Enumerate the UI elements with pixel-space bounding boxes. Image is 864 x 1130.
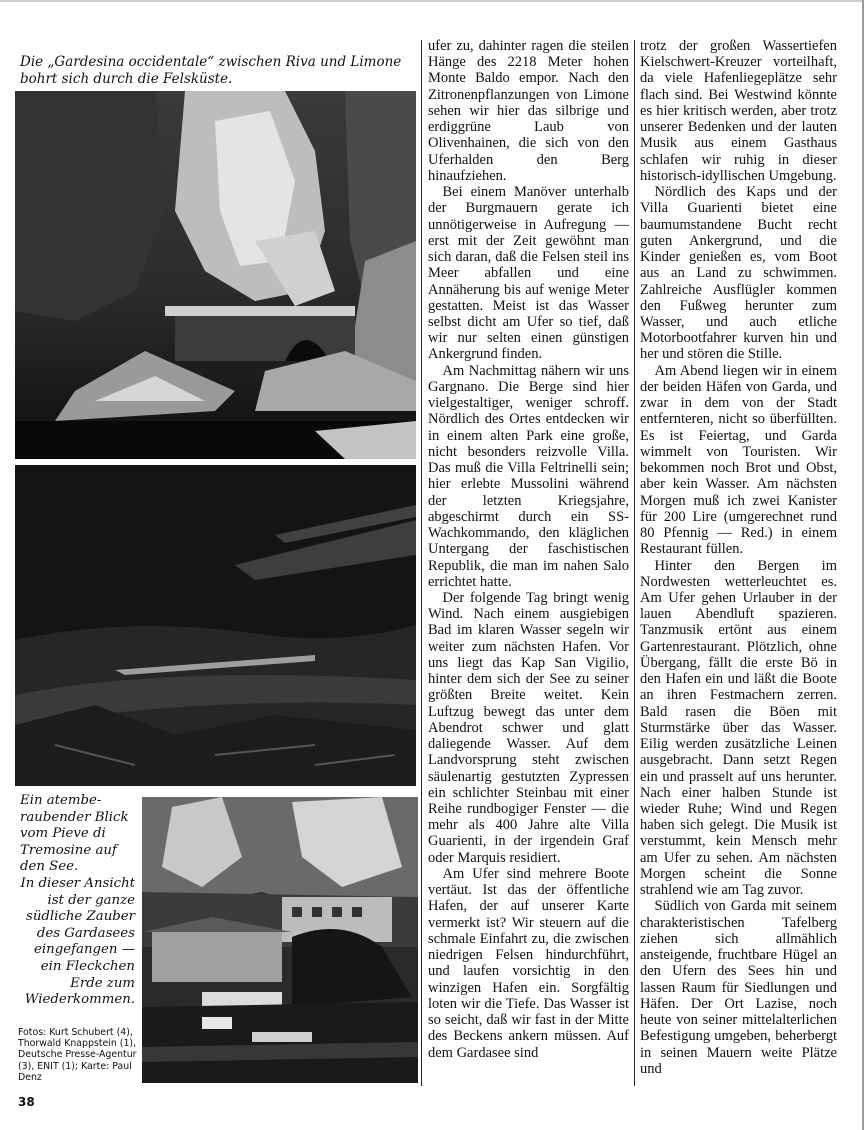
paragraph: Südlich von Garda mit seinem charakteristischen Tafelberg ziehen sich allmählich ansteigende, fruchtbare Hügel an den Ufern des Sees hin und lassen Raum für Siedlungen und Häfen. Der Ort Lazise, noch heute von seiner mittelalterlichen Befestigung umgeben, beherbergt in seinen Mauern weite Plätze und bbox=[640, 898, 837, 1077]
column-divider-1 bbox=[421, 40, 422, 1086]
article-column-2 bbox=[428, 38, 629, 1061]
photo-tremosine-view bbox=[15, 465, 416, 786]
column-divider-2 bbox=[634, 40, 635, 1086]
paragraph: Nördlich des Kaps und der Villa Guarienti bietet eine baumumstandene Bucht recht guten Ankergrund, und die Kinder genießen es, vom Boot aus an Land zu schwimmen. Zahlreiche Ausflügler kommen den Fußweg herunter zum Wasser, und auch etliche Motorbootfahrer kurven hin und her und stören die Stille. bbox=[640, 184, 837, 363]
paragraph: Am Ufer sind mehrere Boote vertäut. Ist das der öffentliche Hafen, der auf unserer Karte vermerkt ist? Wir steuern auf die schmale Einfahrt zu, die zwischen niedrigen Felsen hindurchführt, und laufen vorsichtig in den winzigen Hafen ein. Sorgfältig loten wir die Tiefe. Das Wasser ist so seicht, daß wir fast in der Mitte des Beckens ankern müssen. Auf dem Gardasee sind bbox=[428, 865, 629, 1061]
paragraph: trotz der großen Wassertiefen Kielschwert-Kreuzer vorteilhaft, da viele Hafenliegeplätze sehr flach sind. Bei Westwind könnte es hier kritisch werden, aber trotz unserer Bedenken und der lauten Musik aus einem Gasthaus schlafen wir ruhig in dieser historisch-idyllischen Umgebung. bbox=[640, 38, 837, 184]
paragraph: Am Abend liegen wir in einem der beiden Häfen von Garda, und zwar in dem von der Stadt entfernteren, nicht so überfüllten. Es ist Feiertag, und Garda wimmelt von Touristen. Wir bekommen noch Brot und Obst, aber kein Wasser. Am nächsten Morgen muß ich zwei Kanister für 200 Lire (umgerechnet rund 80 Pfennig — Red.) in einem Restaurant füllen. bbox=[640, 362, 837, 558]
photo-lakeside-town bbox=[142, 797, 418, 1083]
page-number: 38 bbox=[18, 1095, 35, 1109]
paragraph: Bei einem Manöver unterhalb der Burgmauern gerate ich unnötigerweise in Aufregung — erst mit der Zeit gewöhnt man sich daran, daß die Felsen steil ins Meer abfallen und eine Annäherung bis auf wenige Meter gestatten. Meist ist das Wasser selbst dicht am Ufer so tief, daß wir nur selten einen günstigen Ankergrund finden. bbox=[428, 184, 629, 363]
paragraph: Am Nachmittag nähern wir uns Gargnano. Die Berge sind hier vielgestaltiger, weniger schroff. Nördlich des Ortes entdecken wir in einem alten Park eine große, nicht besonders reizvolle Villa. Das muß die Villa Feltrinelli sein; hier erlebte Mussolini während der letzten Kriegsjahre, abgeschirmt durch ein SS-Wachkommando, den kläglichen Untergang der faschistischen Republik, die man im nahen Salo errichtet hatte. bbox=[428, 362, 629, 590]
paragraph: Hinter den Bergen im Nordwesten wetterleuchtet es. Am Ufer gehen Urlauber in der lauen Abendluft spazieren. Tanzmusik ertönt aus einem Gartenrestaurant. Plötzlich, ohne Übergang, fällt die erste Bö in den Hafen ein und läßt die Boote an ihren Festmachern zerren. Bald rasen die Böen mit Sturmstärke über das Wasser. Eilig werden zusätzliche Leinen ausgebracht. Dann setzt Regen ein und prasselt auf uns herunter. Nach einer halben Stunde ist wieder Ruhe; Wind und Regen haben sich gelegt. Die Musik ist verstummt, kein Mensch mehr am Ufer zu sehen. Am nächsten Morgen scheint die Sonne strahlend wie am Tag zuvor. bbox=[640, 557, 837, 899]
paragraph: Der folgende Tag bringt wenig Wind. Nach einem ausgiebigen Bad im klaren Wasser segeln wir weiter zum nächsten Hafen. Vor uns liegt das Kap San Vigilio, hinter dem sich der See zu seiner größten Breite weitet. Kein Luftzug bewegt das unter dem Abendrot schwer und glatt daliegende Wasser. Auf dem Landvorsprung steht zwischen säulenartig gestutzten Zypressen ein schlichter Steinbau mit einer Reihe rundbogiger Fenster — die mehr als 400 Jahre alte Villa Guarienti, in der irgendein Graf oder Marquis residiert. bbox=[428, 589, 629, 866]
photo-credits: Fotos: Kurt Schubert (4), Thorwald Knappstein (1), Deutsche Presse-Agentur (3), ENIT (1); Karte: Paul Denz bbox=[18, 1027, 137, 1083]
photo-gardesina-road bbox=[15, 91, 416, 459]
page-top-edge bbox=[0, 0, 864, 2]
side-caption-tremosine: Ein atemberaubender Blick vom Pieve di Tremosine auf den See. bbox=[20, 793, 129, 875]
photo-caption-top: Die „Gardesina occidentale“ zwischen Riva und Limone bohrt sich durch die Felsküste. bbox=[20, 54, 402, 87]
paragraph: ufer zu, dahinter ragen die steilen Hänge des 2218 Meter hohen Monte Baldo empor. Nach den Zitronenpflanzungen von Limone sehen wir hier das silbrige und erdiggrüne Laub von Olivenhainen, die sich von den Uferhalden den Berg hinaufziehen. bbox=[428, 38, 629, 184]
side-caption-southern-magic: In dieser Ansicht ist der ganze südliche Zauber des Gardasees eingefangen — ein Fleckchen Erde zum Wiederkommen. bbox=[20, 876, 135, 1008]
article-column-3 bbox=[640, 38, 837, 1077]
